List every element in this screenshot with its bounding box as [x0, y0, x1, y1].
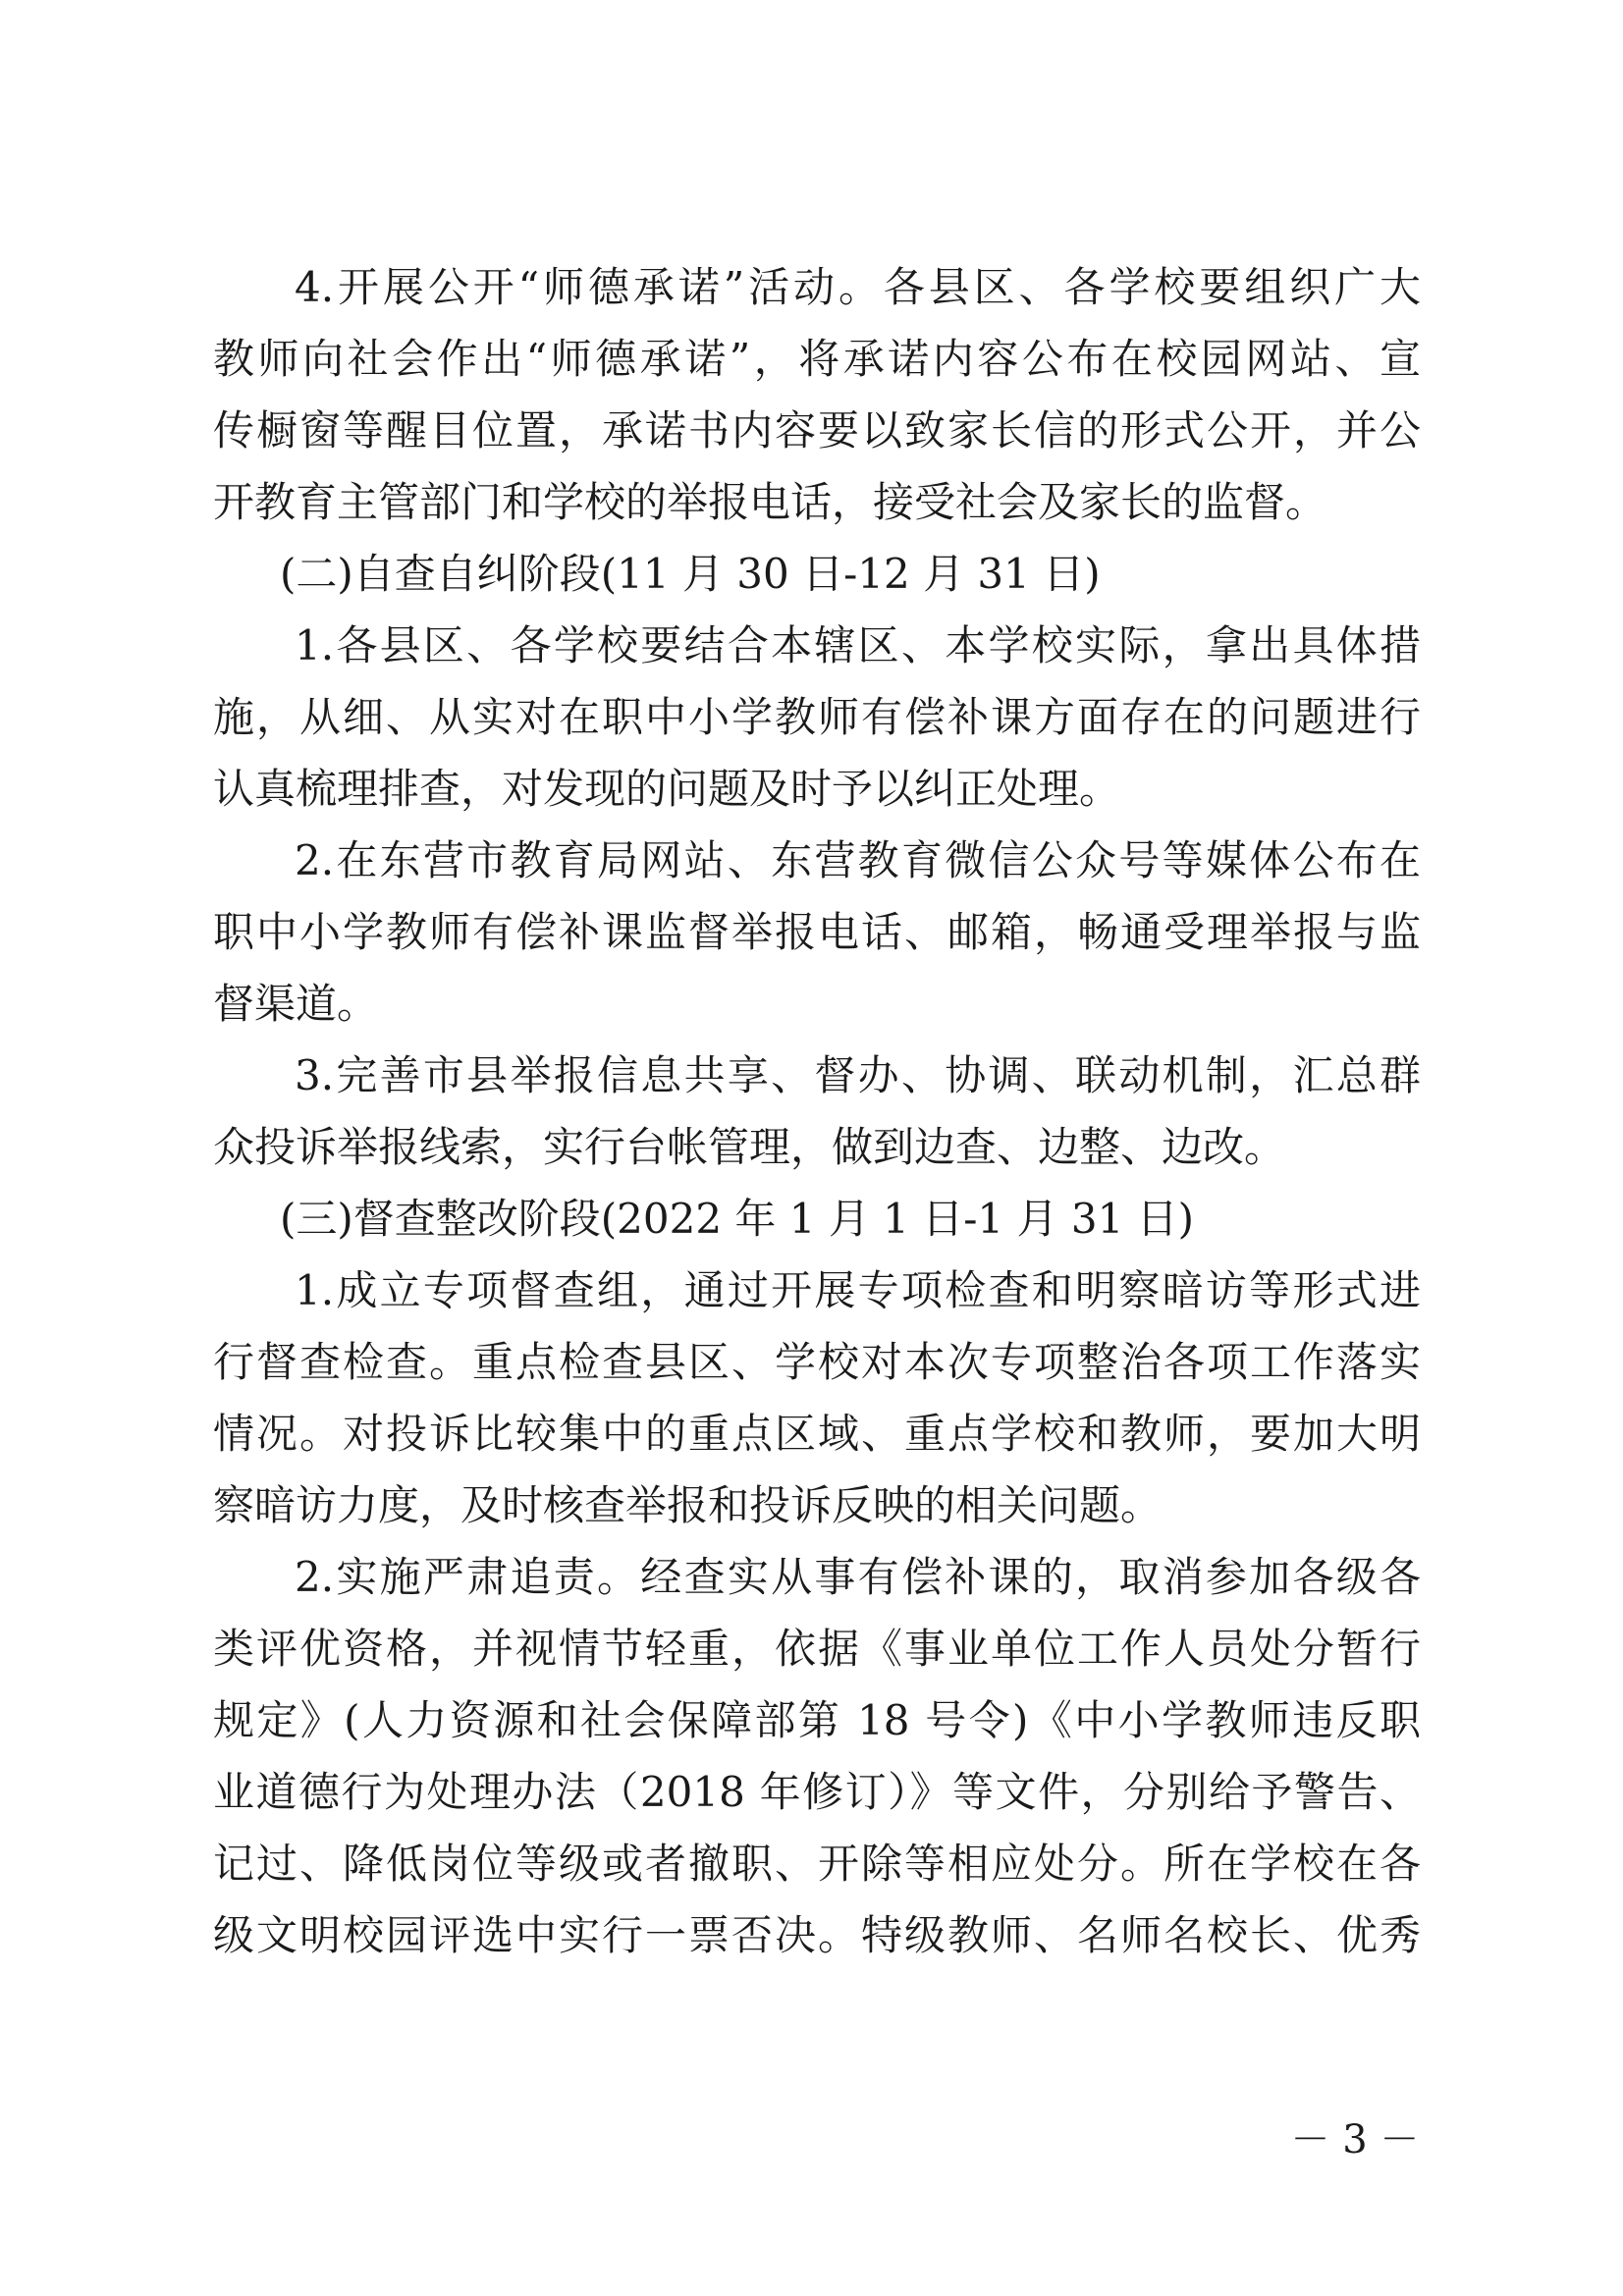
- body-line: 开教育主管部门和学校的举报电话，接受社会及家长的监督。: [213, 478, 1327, 526]
- body-line: 施，从细、从实对在职中小学教师有偿补课方面存在的问题进行: [213, 693, 1421, 741]
- body-line: 认真梳理排查，对发现的问题及时予以纠正处理。: [213, 765, 1121, 813]
- body-line: 1.各县区、各学校要结合本辖区、本学校实际，拿出具体措: [295, 621, 1421, 669]
- body-line: 3.完善市县举报信息共享、督办、协调、联动机制，汇总群: [295, 1051, 1421, 1099]
- body-line: 行督查检查。重点检查县区、学校对本次专项整治各项工作落实: [213, 1338, 1421, 1386]
- body-line: 4.开展公开“师德承诺”活动。各县区、各学校要组织广大: [295, 263, 1421, 311]
- body-line: 督渠道。: [213, 980, 379, 1028]
- body-line: 规定》(人力资源和社会保障部第 18 号令)《中小学教师违反职: [213, 1696, 1421, 1744]
- body-line: 级文明校园评选中实行一票否决。特级教师、名师名校长、优秀: [213, 1911, 1421, 1959]
- body-line: 职中小学教师有偿补课监督举报电话、邮箱，畅通受理举报与监: [213, 908, 1421, 956]
- body-line: 2.实施严肃追责。经查实从事有偿补课的，取消参加各级各: [295, 1553, 1421, 1601]
- body-line: 教师向社会作出“师德承诺”，将承诺内容公布在校园网站、宣: [213, 335, 1421, 383]
- section-heading: (二)自查自纠阶段(11 月 30 日-12 月 31 日): [280, 550, 1101, 598]
- body-line: 类评优资格，并视情节轻重，依据《事业单位工作人员处分暂行: [213, 1625, 1421, 1673]
- body-line: 1.成立专项督查组，通过开展专项检查和明察暗访等形式进: [295, 1266, 1421, 1314]
- body-line: 业道德行为处理办法（2018 年修订）》等文件，分别给予警告、: [213, 1768, 1421, 1816]
- body-line: 传橱窗等醒目位置，承诺书内容要以致家长信的形式公开，并公: [213, 406, 1421, 454]
- body-line: 众投诉举报线索，实行台帐管理，做到边查、边整、边改。: [213, 1123, 1286, 1171]
- body-line: 察暗访力度，及时核查举报和投诉反映的相关问题。: [213, 1481, 1163, 1529]
- section-heading: (三)督查整改阶段(2022 年 1 月 1 日-1 月 31 日): [280, 1195, 1195, 1243]
- body-line: 情况。对投诉比较集中的重点区域、重点学校和教师，要加大明: [213, 1410, 1421, 1458]
- body-line: 2.在东营市教育局网站、东营教育微信公众号等媒体公布在: [295, 836, 1421, 884]
- page-number: － 3 －: [1290, 2117, 1420, 2163]
- body-line: 记过、降低岗位等级或者撤职、开除等相应处分。所在学校在各: [213, 1840, 1421, 1888]
